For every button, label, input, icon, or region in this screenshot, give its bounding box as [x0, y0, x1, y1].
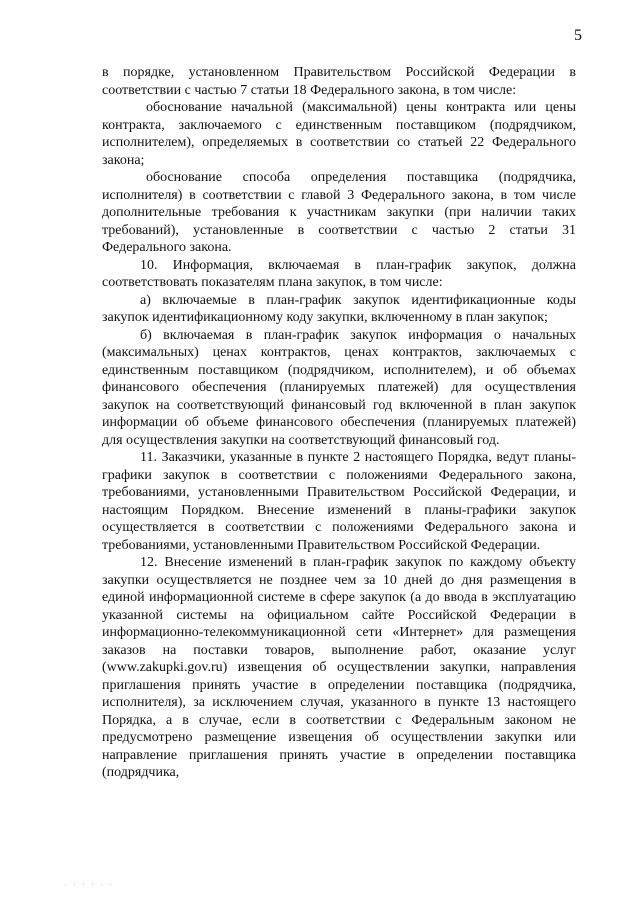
- body-text: [102, 64, 576, 782]
- paragraph-item-11: 11. Заказчики, указанные в пункте 2 настоящего Порядка, ведут планы-графики закупок в соответствии с положениями Федерального закона, требованиями, установленными Правительством Российской Федерации, и настоящим Порядком. Внесение изменений в планы-графики закупок осуществляется в соответствии с положениями Федерального закона и требованиями, установленными Правительством Российской Федерации.: [102, 450, 576, 553]
- paragraph-price-justification: обоснование начальной (максимальной) цены контракта или цены контракта, заключаемого с единственным поставщиком (подрядчиком, исполнителем), определяемых в соответствии со статьей 22 Федерального закона;: [102, 100, 576, 168]
- scan-artifact-marks: . . . . . .: [64, 878, 114, 887]
- paragraph-method-justification: обоснование способа определения поставщика (подрядчика, исполнителя) в соответствии с главой 3 Федерального закона, в том числе дополнительные требования к участникам закупки (при наличии таких требований), установленные в соответствии с частью 2 статьи 31 Федерального закона.: [102, 170, 576, 255]
- page-number: 5: [574, 27, 582, 44]
- paragraph-item-10a: а) включаемые в план-график закупок идентификационные коды закупок идентификационному коду закупки, включенному в план закупок;: [102, 292, 576, 325]
- paragraph-item-10b: б) включаемая в план-график закупок информация о начальных (максимальных) ценах контрактов, ценах контрактов, заключаемых с единственным поставщиком (подрядчиком, исполнителем), и об объемах финансового обеспечения (планируемых платежей) для осуществления закупок на соответствующий финансовый год включенной в план закупок информации об объеме финансового обеспечения (планируемых платежей) для осуществления закупки на соответствующий финансовый год.: [102, 327, 576, 448]
- paragraph-continuation: в порядке, установленном Правительством Российской Федерации в соответствии с частью 7 статьи 18 Федерального закона, в том числе:: [102, 65, 576, 98]
- paragraph-item-10: 10. Информация, включаемая в план-график закупок, должна соответствовать показателям плана закупок, в том числе:: [102, 257, 576, 290]
- paragraph-item-12: 12. Внесение изменений в план-график закупок по каждому объекту закупки осуществляется не позднее чем за 10 дней до дня размещения в единой информационной системе в сфере закупок (а до ввода в эксплуатацию указанной системы на официальном сайте Российской Федерации в информационно-телекоммуникационной сети «Интернет» для размещения заказов на поставки товаров, выполнение работ, оказание услуг (www.zakupki.gov.ru) извещения об осуществлении закупки, направления приглашения принять участие в определении поставщика (подрядчика, исполнителя), за исключением случая, указанного в пункте 13 настоящего Порядка, а в случае, если в соответствии с Федеральным законом не предусмотрено размещение извещения об осуществлении закупки или направление приглашения принять участие в определении поставщика (подрядчика,: [102, 555, 576, 780]
